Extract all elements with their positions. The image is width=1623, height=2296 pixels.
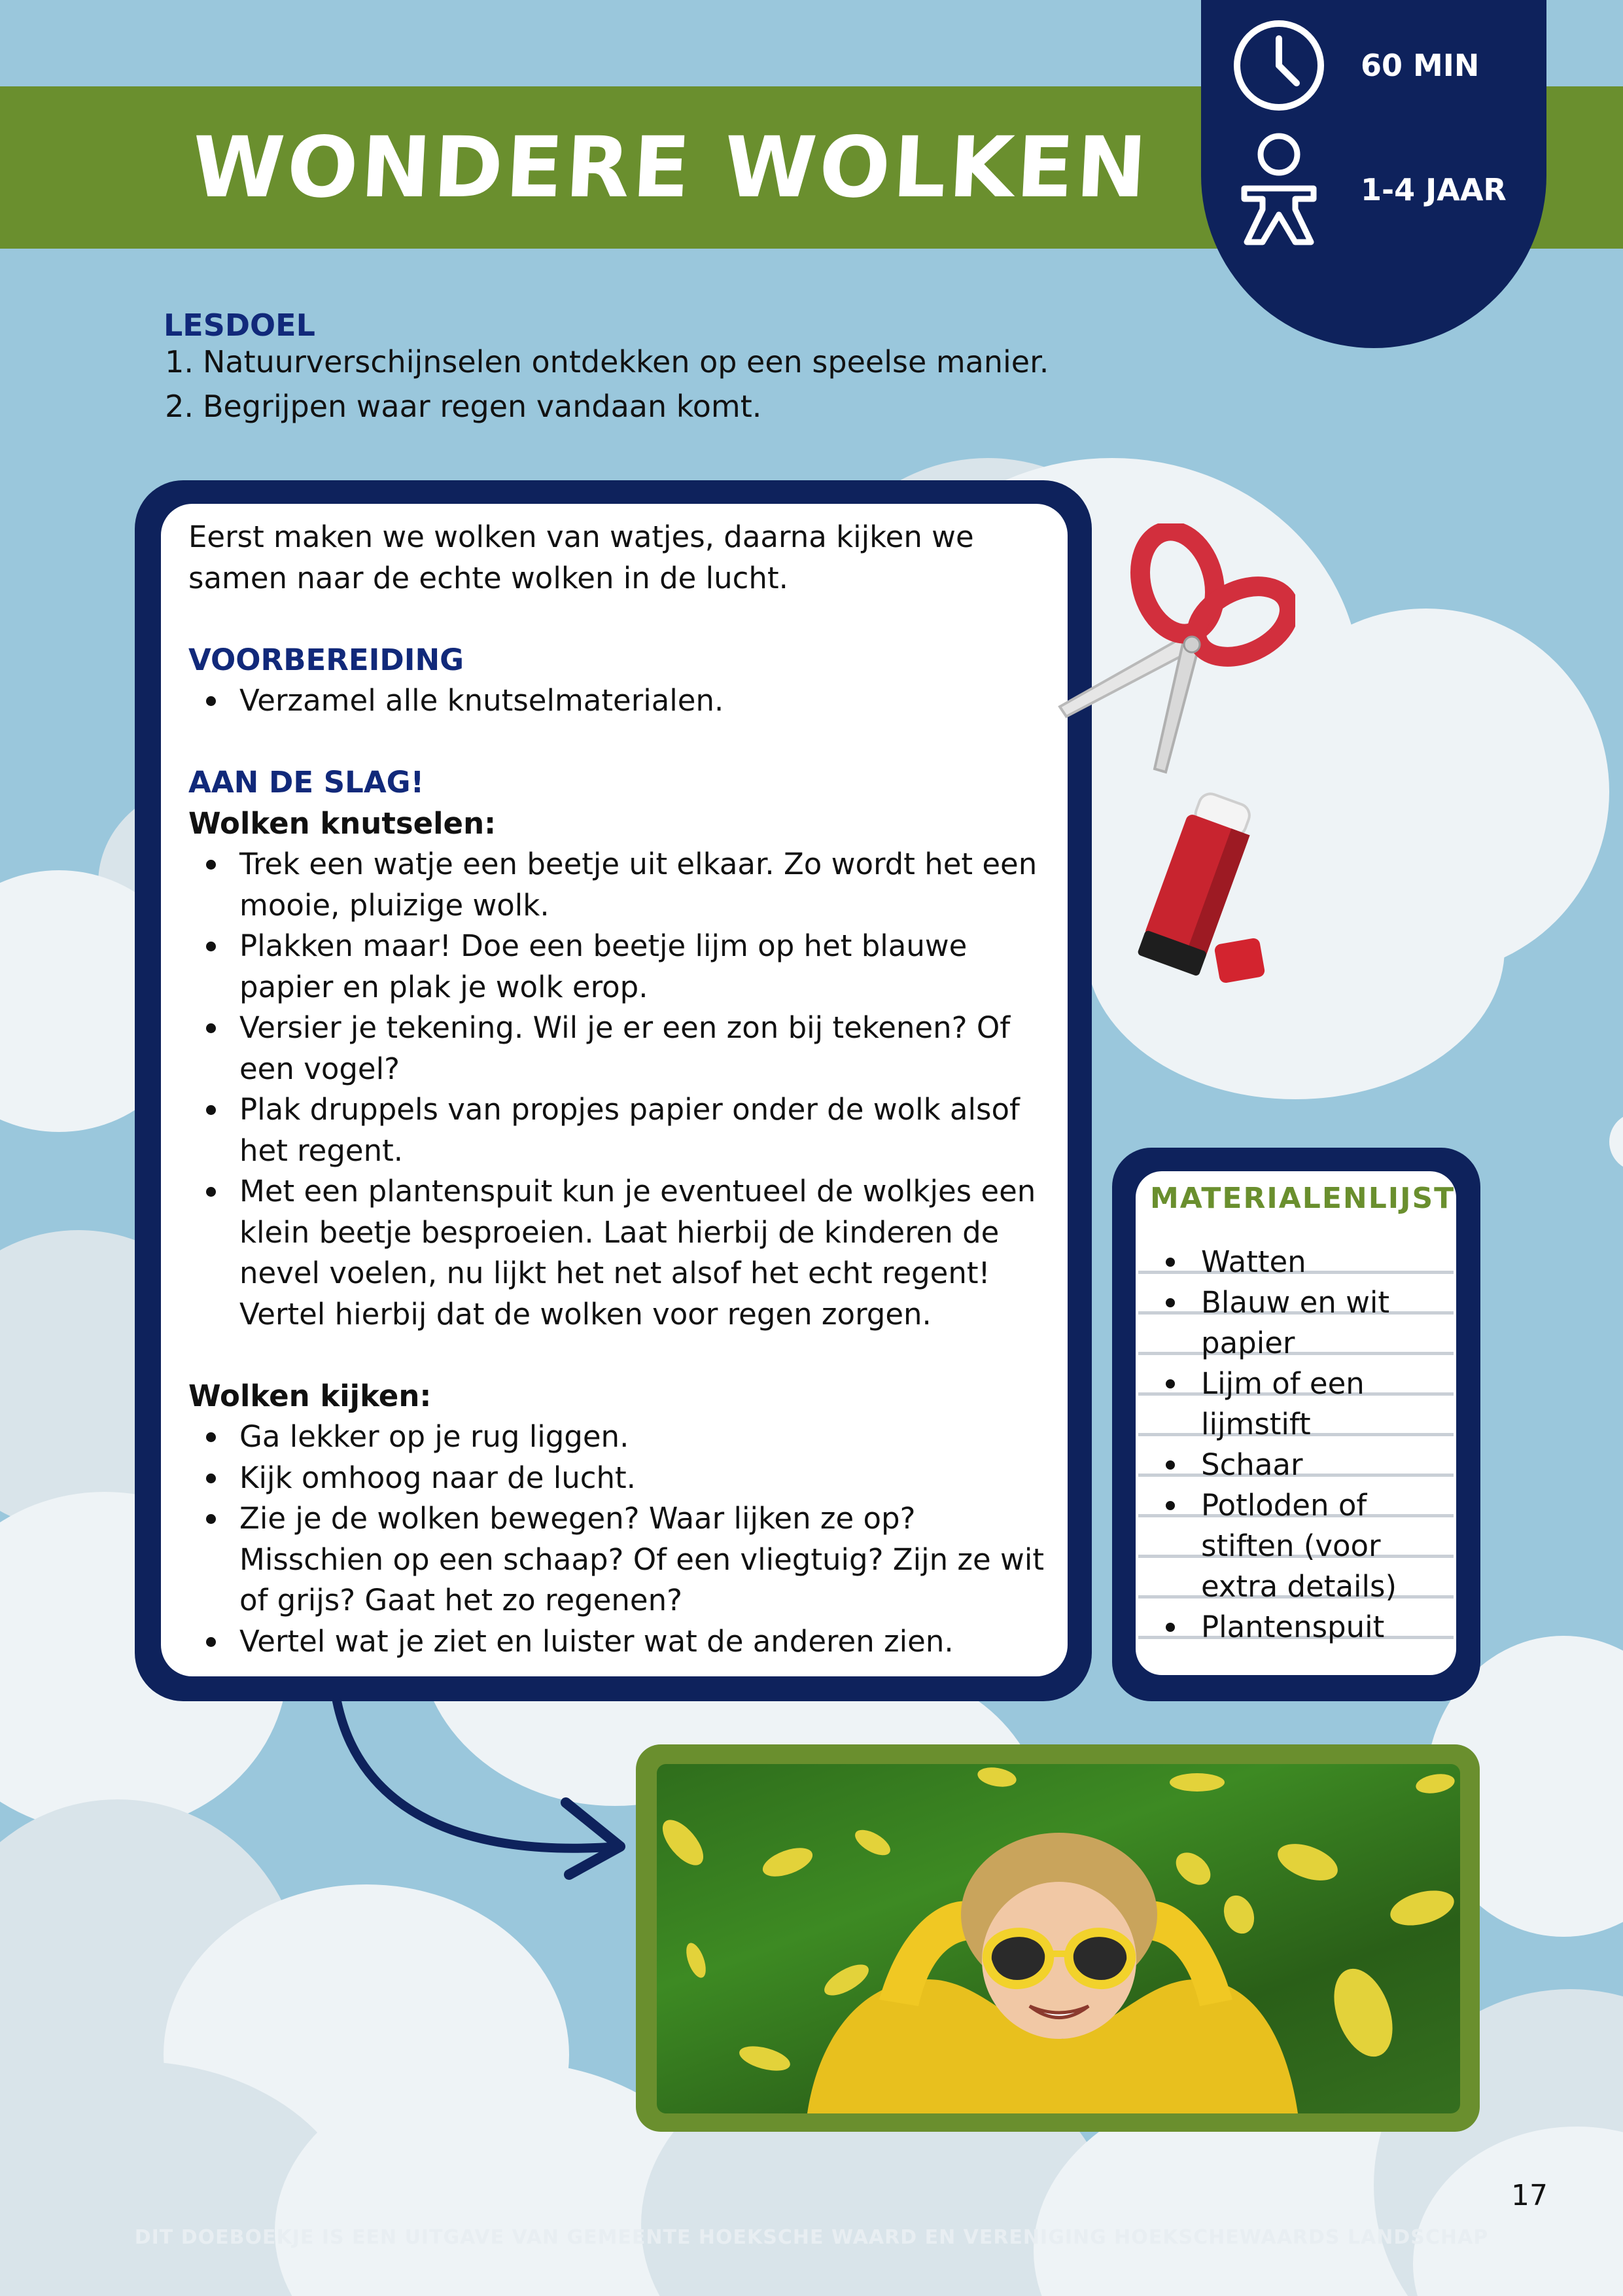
age-text: 1-4 JAAR	[1361, 172, 1507, 207]
glue-stick-icon	[1112, 779, 1282, 988]
duration-text: 60 MIN	[1361, 48, 1480, 83]
list-item: Zie je de wolken bewegen? Waar lijken ze op? Misschien op een schaap? Of een vliegtuig? Zijn ze wit of grijs? Gaat het zo regenen?	[188, 1498, 1058, 1621]
list-item: Verzamel alle knutselmaterialen.	[188, 680, 1058, 722]
voorbereiding-list	[188, 680, 1058, 722]
list-item: Plantenspuit	[1138, 1607, 1452, 1648]
list-item: Potloden of stiften (voor extra details)	[1138, 1485, 1452, 1607]
list-item: Blauw en wit papier	[1138, 1282, 1452, 1364]
arrow-icon	[321, 1695, 635, 1891]
aan-de-slag-heading: AAN DE SLAG!	[188, 765, 425, 800]
materials-list	[1138, 1242, 1452, 1648]
goal-item	[156, 344, 1049, 380]
intro-text: Eerst maken we wolken van watjes, daarna kijken we samen naar de echte wolken in de lucht.	[188, 520, 974, 595]
lesdoel-heading: LESDOEL	[164, 308, 315, 343]
goal-text: Natuurverschijnselen ontdekken op een speelse manier.	[203, 344, 1049, 380]
list-item: Ga lekker op je rug liggen.	[188, 1417, 1058, 1458]
list-item: Kijk omhoog naar de lucht.	[188, 1458, 1058, 1499]
goal-text: Begrijpen waar regen vandaan komt.	[203, 389, 762, 424]
scissors-icon	[1047, 523, 1295, 785]
photo-child-in-grass	[657, 1764, 1460, 2113]
age-row	[1201, 131, 1546, 249]
page-number: 17	[1511, 2179, 1548, 2212]
kijken-list	[188, 1417, 1058, 1662]
child-in-grass-image	[657, 1764, 1460, 2113]
instructions-content	[188, 517, 1058, 1662]
list-item: Versier je tekening. Wil je er een zon bij tekenen? Of een vogel?	[188, 1008, 1058, 1089]
voorbereiding-heading: VOORBEREIDING	[188, 642, 464, 677]
goal-number: 2.	[165, 389, 194, 424]
footer-text: DIT DOEBOEKJE IS EEN UITGAVE VAN GEMEENTE HOEKSCHE WAARD EN VERENIGING HOEKSCHEWAARDS LANDSCHAP	[134, 2226, 1489, 2249]
kijken-heading: Wolken kijken:	[188, 1378, 432, 1413]
info-badge	[1201, 0, 1546, 348]
list-item: Trek een watje een beetje uit elkaar. Zo wordt het een mooie, pluizige wolk.	[188, 844, 1058, 926]
knutselen-list	[188, 844, 1058, 1335]
list-item: Lijm of een lijmstift	[1138, 1364, 1452, 1445]
goal-item	[156, 389, 761, 424]
duration-row	[1201, 20, 1546, 111]
goal-number: 1.	[165, 344, 194, 380]
page-title: WONDERE WOLKEN	[189, 118, 1152, 217]
knutselen-heading: Wolken knutselen:	[188, 805, 497, 841]
list-item: Plakken maar! Doe een beetje lijm op het blauwe papier en plak je wolk erop.	[188, 926, 1058, 1008]
clock-icon	[1231, 18, 1327, 113]
list-item: Met een plantenspuit kun je eventueel de wolkjes een klein beetje besproeien. Laat hierbij de kinderen de nevel voelen, nu lijkt het net alsof het echt regent! Vertel hierbij dat de wolken voor regen zorgen.	[188, 1171, 1058, 1335]
list-item: Schaar	[1138, 1445, 1452, 1485]
list-item: Plak druppels van propjes papier onder de wolk alsof het regent.	[188, 1089, 1058, 1171]
materials-heading: MATERIALENLIJST	[1150, 1182, 1456, 1215]
list-item: Vertel wat je ziet en luister wat de anderen zien.	[188, 1621, 1058, 1663]
list-item: Watten	[1138, 1242, 1452, 1282]
child-figure-icon	[1231, 131, 1327, 249]
